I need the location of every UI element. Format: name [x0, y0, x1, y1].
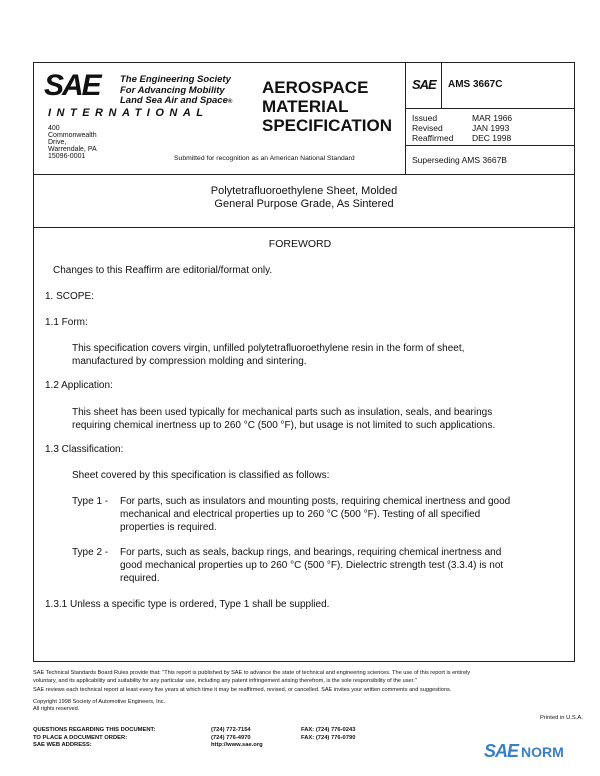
document-title: Polytetrafluoroethylene Sheet, Molded General Purpose Grade, As Sintered [34, 174, 574, 228]
classification-text: Sheet covered by this specification is classified as follows: [72, 470, 330, 481]
footer-legal: SAE Technical Standards Board Rules provide that: "This report is published by SAE to advance the state of technical and engineering sciences. The use of this report is entirely voluntary, and its applicability and suitability for any particular use, including any patent infringement arising therefrom, is the sole responsibility of the user." SAE reviews each technical report at least every five years at which time it may be reaffirmed, revised, or cancelled. SAE invites your written comments and suggestions. Copyright 1998 Society of Automotive Engineers, Inc. All rights reserved. [33, 670, 471, 712]
type1-line3: properties is required. [120, 522, 217, 533]
international-label: INTERNATIONAL [48, 107, 209, 119]
section-1-2-heading: 1.2 Application: [45, 380, 113, 391]
address: 400 Commonwealth Drive, Warrendale, PA 15096-0001 [48, 125, 97, 160]
web-address-link[interactable]: http://www.sae.org [211, 742, 263, 748]
type1-line2: mechanical and electrical properties up to 260 °C (500 °F). Testing of all specified [120, 509, 481, 520]
type2-line1: For parts, such as seals, backup rings, and bearings, requiring chemical inertness and [120, 547, 502, 558]
sae-small-logo: SAE [412, 77, 436, 92]
foreword-heading: FOREWORD [268, 238, 332, 250]
issue-dates: Issued MAR 1966 Revised JAN 1993 Reaffirmed DEC 1998 [412, 113, 513, 143]
section-1-heading: 1. SCOPE: [45, 291, 94, 302]
form-text-line1: This specification covers virgin, unfilled polytetrafluoroethylene resin in the form of sheet, [72, 343, 465, 354]
section-1-3-heading: 1.3 Classification: [45, 444, 124, 455]
contact-table: QUESTIONS REGARDING THIS DOCUMENT: (724) 772-7154 FAX: (724) 776-0243 TO PLACE A DOCUMENT ORDER: (724) 776-4970 FAX: (724) 776-0790 SAE WEB ADDRESS: http://www.sae.org [33, 727, 356, 748]
application-text-line1: This sheet has been used typically for mechanical parts such as insulation, seals, and bearings [72, 407, 493, 418]
spec-type-title: AEROSPACE MATERIAL SPECIFICATION [262, 78, 393, 135]
superseding: Superseding AMS 3667B [412, 155, 507, 165]
form-text-line2: manufactured by compression molding and sintering. [72, 356, 307, 367]
type2-line2: good mechanical properties up to 260 °C (500 °F). Dielectric strength test (3.3.4) is not [120, 560, 504, 571]
sae-logo: SAE [44, 69, 100, 102]
sae-norm-watermark: SAE NORM [484, 741, 564, 761]
section-1-1-heading: 1.1 Form: [45, 317, 88, 328]
type1-label: Type 1 - [72, 496, 109, 507]
ams-number: AMS 3667C [448, 79, 503, 90]
type1-line1: For parts, such as insulators and mounting posts, requiring chemical inertness and good [120, 496, 511, 507]
header [34, 63, 574, 175]
printed-note: Printed in U.S.A. [540, 715, 583, 721]
section-1-3-1: 1.3.1 Unless a specific type is ordered, Type 1 shall be supplied. [45, 599, 330, 610]
type2-line3: required. [120, 573, 160, 584]
application-text-line2: requiring chemical inertness up to 260 °C (500 °F), but usage is not limited to such applications. [72, 420, 496, 431]
submitted-note: Submitted for recognition as an American National Standard [174, 155, 355, 162]
changes-note: Changes to this Reaffirm are editorial/format only. [53, 265, 273, 276]
society-text: The Engineering Society For Advancing Mobility Land Sea Air and Space® [120, 74, 233, 106]
type2-label: Type 2 - [72, 547, 109, 558]
